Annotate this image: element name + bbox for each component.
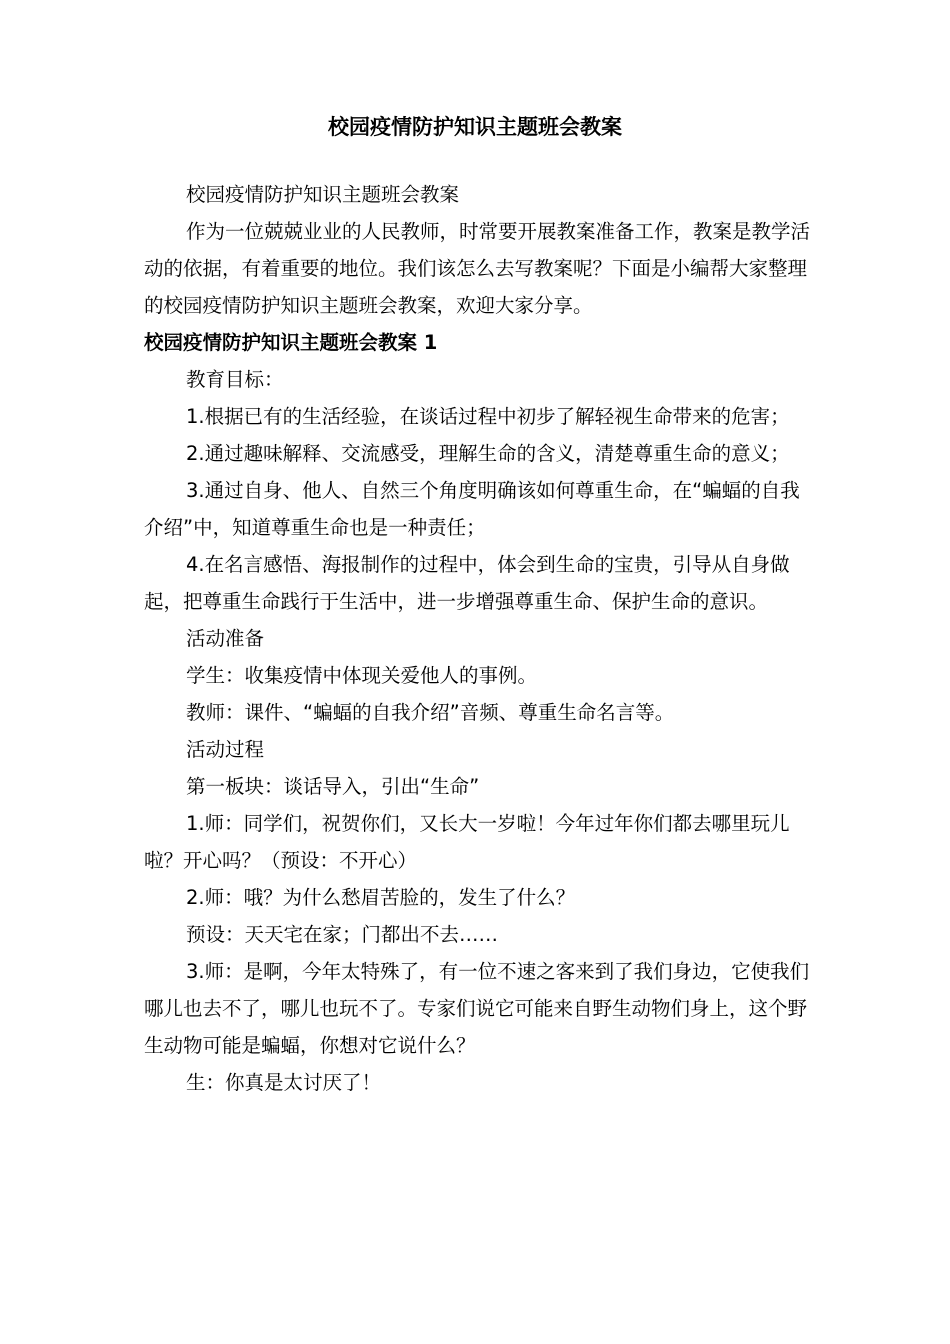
paragraph: 4.在名言感悟、海报制作的过程中，体会到生命的宝贵，引导从自身做起，把尊重生命践行于生活中，进一步增强尊重生命、保护生命的意识。 <box>144 553 790 613</box>
paragraph: 3.通过自身、他人、自然三个角度明确该如何尊重生命，在“蝙蝠的自我介绍”中，知道尊重生命也是一种责任； <box>144 479 800 539</box>
paragraph: 生：你真是太讨厌了！ <box>186 1071 382 1094</box>
paragraph: 学生：收集疫情中体现关爱他人的事例。 <box>186 664 538 687</box>
paragraph: 1.师：同学们，祝贺你们，又长大一岁啦！今年过年你们都去哪里玩儿啦？开心吗？（预设：不开心） <box>144 812 790 872</box>
paragraph: 预设：天天宅在家；门都出不去…… <box>186 923 499 946</box>
paragraph: 第一板块：谈话导入，引出“生命” <box>186 775 480 798</box>
paragraph: 2.师：哦？为什么愁眉苦脸的，发生了什么？ <box>186 886 576 909</box>
paragraph: 活动准备 <box>186 627 265 650</box>
document-title: 校园疫情防护知识主题班会教案 <box>328 115 622 139</box>
paragraph: 作为一位兢兢业业的人民教师，时常要开展教案准备工作，教案是教学活动的依据，有着重要的地位。我们该怎么去写教案呢？下面是小编帮大家整理的校园疫情防护知识主题班会教案，欢迎大家分享。 <box>144 220 811 317</box>
paragraph: 教育目标： <box>186 368 284 391</box>
paragraph: 2.通过趣味解释、交流感受，理解生命的含义，清楚尊重生命的意义； <box>186 442 790 465</box>
section-heading: 校园疫情防护知识主题班会教案 1 <box>144 331 438 354</box>
paragraph: 3.师：是啊，今年太特殊了，有一位不速之客来到了我们身边，它使我们哪儿也去不了，哪儿也玩不了。专家们说它可能来自野生动物们身上，这个野生动物可能是蝙蝠，你想对它说什么？ <box>144 960 810 1057</box>
paragraph: 教师：课件、“蝙蝠的自我介绍”音频、尊重生命名言等。 <box>186 701 675 724</box>
document-body <box>144 176 812 1101</box>
paragraph: 校园疫情防护知识主题班会教案 <box>186 183 460 206</box>
paragraph: 1.根据已有的生活经验，在谈话过程中初步了解轻视生命带来的危害； <box>186 405 790 428</box>
paragraph: 活动过程 <box>186 738 265 761</box>
